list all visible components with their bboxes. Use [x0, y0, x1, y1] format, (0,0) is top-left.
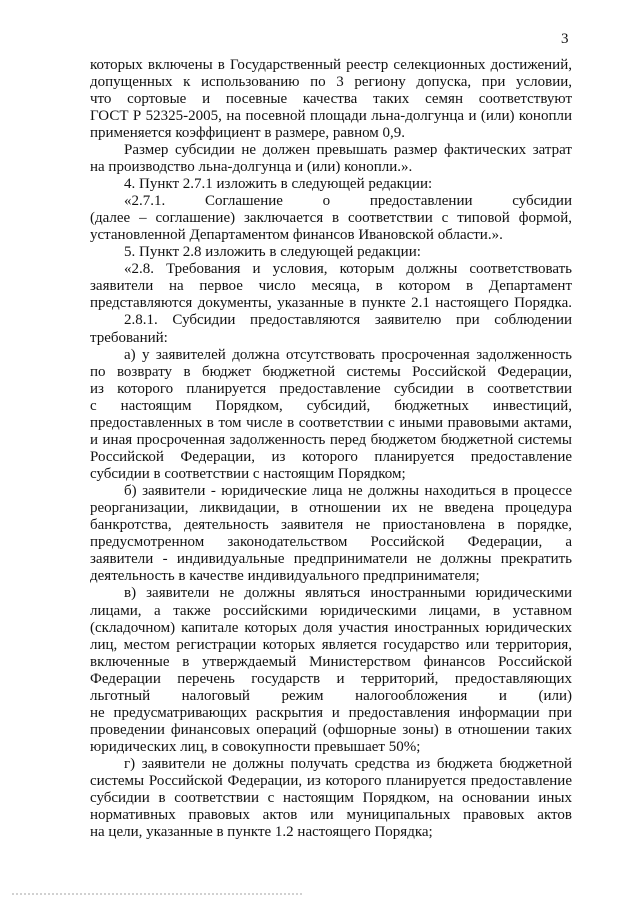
text-line: заявители - индивидуальные предприниматели не должны прекратить [90, 551, 572, 568]
text-line: проведении финансовых операций (офшорные зоны) в отношении таких [90, 721, 572, 738]
text-line: предоставленных в том числе в соответствии с иными правовыми актами, [90, 414, 572, 431]
paragraph-requirement-v [90, 585, 572, 756]
paragraph-clause-2-7-1 [90, 193, 572, 244]
paragraph-clause-2-8 [90, 261, 572, 312]
text-line: г) заявители не должны получать средства из бюджета бюджетной [124, 756, 572, 773]
paragraph-clause-2-8-1 [90, 312, 572, 346]
text-line: б) заявители - юридические лица не должны находиться в процессе [124, 483, 572, 500]
text-line: «2.8. Требования и условия, которым должны соответствовать [124, 261, 572, 278]
paragraph-requirement-a [90, 347, 572, 484]
paragraph-requirement-b [90, 483, 572, 585]
text-line: Размер субсидии не должен превышать размер фактических затрат [124, 141, 572, 158]
text-line: в) заявители не должны являться иностранными юридическими [124, 585, 572, 602]
text-line: применяется коэффициент в размере, равном 0,9. [90, 124, 406, 141]
text-line: требований: [90, 329, 168, 346]
text-line: представляются документы, указанные в пункте 2.1 настоящего Порядка. [90, 295, 572, 312]
text-line: льготный налоговый режим налогообложения и (или) [90, 687, 572, 704]
text-line: 5. Пункт 2.8 изложить в следующей редакции: [124, 244, 421, 261]
text-line: на производство льна-долгунца и (или) конопли.». [90, 158, 413, 175]
text-line: системы Российской Федерации, из которого планируется предоставление [90, 773, 572, 790]
text-line: что сортовые и посевные качества таких семян соответствуют [90, 90, 572, 107]
text-line: нормативных правовых актов или муниципальных правовых актов [90, 807, 572, 824]
paragraph-requirement-g [90, 756, 572, 841]
scan-edge-artifact [12, 893, 302, 895]
text-line: юридических лиц, в совокупности превышает 50%; [90, 739, 421, 755]
paragraph-seed-condition-continued [90, 57, 572, 142]
text-line: из которого планируется предоставление субсидии в соответствии [90, 380, 572, 397]
text-line: субсидии в соответствии с настоящим Порядком, на основании иных [90, 790, 572, 807]
text-line: субсидии в соответствии с настоящим Порядком; [90, 466, 406, 482]
text-line: 4. Пункт 2.7.1 изложить в следующей редакции: [124, 175, 433, 192]
text-line: лиц, местом регистрации которых является государство или территория, [90, 636, 572, 653]
paragraph-amendment-4 [90, 176, 572, 193]
text-line: с настоящим Порядком, субсидий, бюджетных инвестиций, [90, 397, 572, 414]
text-line: включенные в утверждаемый Министерством финансов Российской [90, 653, 572, 670]
text-line: установленной Департаментом финансов Ивановской области.». [90, 227, 503, 244]
text-line: (далее – соглашение) заключается в соответствии с типовой формой, [90, 210, 572, 227]
document-body [90, 57, 572, 842]
text-line: «2.7.1. Соглашение о предоставлении субсидии [124, 193, 572, 209]
text-line: которых включены в Государственный реестр селекционных достижений, [90, 56, 572, 73]
text-line: Федерации перечень государств и территорий, предоставляющих [90, 670, 572, 687]
text-line: банкротства, деятельность заявителя не приостановлена в порядке, [90, 517, 572, 534]
paragraph-amendment-5 [90, 244, 572, 261]
paragraph-subsidy-limit [90, 142, 572, 176]
text-line: ГОСТ Р 52325-2005, на посевной площади льна-долгунца и (или) конопли [90, 107, 572, 124]
text-line: по возврату в бюджет бюджетной системы Российской Федерации, [90, 363, 572, 380]
text-line: 2.8.1. Субсидии предоставляются заявителю при соблюдении [124, 312, 572, 329]
page-number: 3 [561, 31, 569, 47]
text-line: заявители на первое число месяца, в котором в Департамент [90, 278, 572, 295]
text-line: лицами, а также российскими юридическими лицами, в уставном [90, 602, 572, 619]
text-line: реорганизации, ликвидации, в отношении их не введена процедура [90, 500, 572, 517]
text-line: не предусматривающих раскрытия и предоставления информации при [90, 704, 572, 721]
text-line: деятельность в качестве индивидуального предпринимателя; [90, 568, 480, 585]
text-line: а) у заявителей должна отсутствовать просроченная задолженность [124, 346, 572, 363]
text-line: (складочном) капитале которых доля участия иностранных юридических [90, 619, 572, 636]
text-line: допущенных к использованию по 3 региону допуска, при условии, [90, 73, 572, 90]
text-line: и иная просроченная задолженность перед бюджетом бюджетной системы [90, 431, 572, 448]
text-line: предусмотренном законодательством Российской Федерации, а [90, 534, 572, 551]
text-line: Российской Федерации, из которого планируется предоставление [90, 448, 572, 465]
text-line: на цели, указанные в пункте 1.2 настоящего Порядка; [90, 824, 433, 841]
